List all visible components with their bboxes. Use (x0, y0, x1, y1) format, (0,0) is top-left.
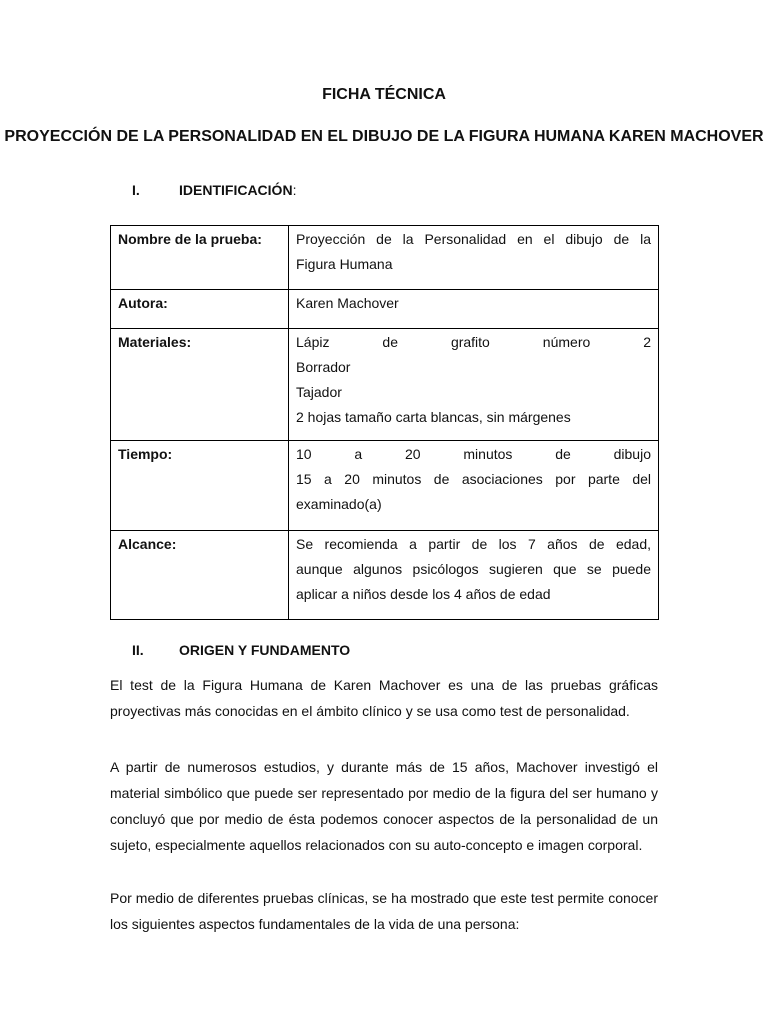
subtitle-text: PROYECCIÓN DE LA PERSONALIDAD EN EL DIBUJO DE LA FIGURA HUMANA KAREN MACHOVER (4, 128, 764, 145)
row-label: Alcance: (111, 531, 289, 620)
row-label: Tiempo: (111, 441, 289, 531)
value-line: Proyección de la Personalidad en el dibujo de la (296, 231, 651, 247)
value-line: Borrador (296, 359, 351, 375)
value-line: Karen Machover (296, 295, 399, 311)
table-row (111, 226, 659, 290)
section-number: II. (132, 642, 144, 658)
table-row (111, 531, 659, 620)
row-value (289, 531, 659, 620)
row-label: Autora: (111, 290, 289, 329)
section-origen-heading (132, 642, 350, 658)
section-title: ORIGEN Y FUNDAMENTO (179, 642, 351, 658)
paragraph: A partir de numerosos estudios, y durante más de 15 años, Machover investigó el material simbólico que puede ser representado por medio de la figura del ser humano y concluyó que por medio de ésta podemos conocer aspectos de la personalidad de un sujeto, especialmente aquellos relacionados con su auto-concepto e imagen corporal. (110, 759, 658, 853)
table-row (111, 441, 659, 531)
row-value (289, 290, 659, 329)
document-title: FICHA TÉCNICA (322, 86, 446, 103)
document-subtitle (0, 126, 768, 147)
section-title: IDENTIFICACIÓN (179, 182, 293, 198)
row-value (289, 329, 659, 441)
value-line: 15 a 20 minutos de asociaciones por parte del (296, 471, 651, 487)
section-number: I. (132, 182, 140, 198)
value-line: 10 a 20 minutos de dibujo (296, 446, 651, 462)
row-value (289, 226, 659, 290)
row-label: Nombre de la prueba: (111, 226, 289, 290)
row-value (289, 441, 659, 531)
value-line: examinado(a) (296, 496, 382, 512)
value-line: Figura Humana (296, 256, 393, 272)
value-line: Se recomienda a partir de los 7 años de edad, (296, 536, 651, 552)
section-identificacion-heading (132, 182, 296, 198)
value-line: aunque algunos psicólogos sugieren que se puede (296, 561, 651, 577)
identification-table (110, 225, 659, 620)
section-colon: : (292, 182, 297, 198)
paragraph: El test de la Figura Humana de Karen Machover es una de las pruebas gráficas proyectivas más conocidas en el ámbito clínico y se usa como test de personalidad. (110, 677, 658, 719)
value-line: 2 hojas tamaño carta blancas, sin márgenes (296, 409, 571, 425)
row-label: Materiales: (111, 329, 289, 441)
paragraph: Por medio de diferentes pruebas clínicas, se ha mostrado que este test permite conocer los siguientes aspectos fundamentales de la vida de una persona: (110, 890, 658, 932)
value-line: aplicar a niños desde los 4 años de edad (296, 586, 551, 602)
value-line: Tajador (296, 384, 342, 400)
value-line: Lápiz de grafito número 2 (296, 334, 651, 350)
table-row (111, 290, 659, 329)
table-row (111, 329, 659, 441)
